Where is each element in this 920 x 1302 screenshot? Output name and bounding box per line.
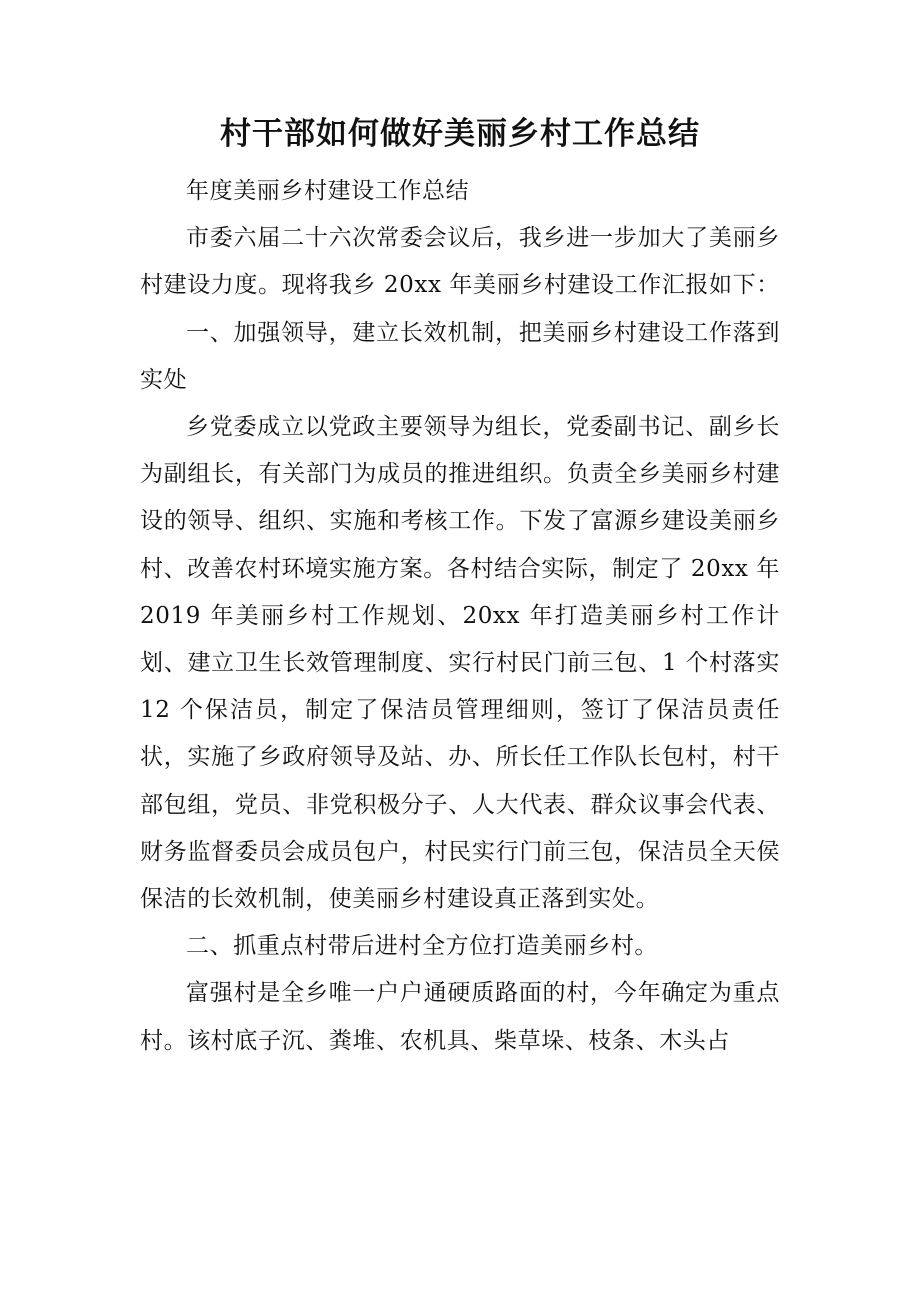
document-body bbox=[140, 168, 780, 1065]
section-heading-1: 一、加强领导，建立长效机制，把美丽乡村建设工作落到实处 bbox=[140, 319, 780, 393]
paragraph-intro: 市委六届二十六次常委会议后，我乡进一步加大了美丽乡村建设力度。现将我乡 20xx 年美丽乡村建设工作汇报如下： bbox=[140, 225, 780, 299]
paragraph-section-1: 乡党委成立以党政主要领导为组长，党委副书记、副乡长为副组长，有关部门为成员的推进组织。负责全乡美丽乡村建设的领导、组织、实施和考核工作。下发了富源乡建设美丽乡村、改善农村环境实施方案。各村结合实际，制定了 20xx 年 2019 年美丽乡村工作规划、20xx 年打造美丽乡村工作计划、建立卫生长效管理制度、实行村民门前三包、1 个村落实 12 个保洁员，制定了保洁员管理细则，签订了保洁员责任状，实施了乡政府领导及站、办、所长任工作队长包村，村干部包组，党员、非党积极分子、人大代表、群众议事会代表、财务监督委员会成员包户，村民实行门前三包，保洁员全天侯保洁的长效机制，使美丽乡村建设真正落到实处。 bbox=[140, 414, 780, 913]
paragraph-section-2: 富强村是全乡唯一户户通硬质路面的村，今年确定为重点村。该村底子沉、粪堆、农机具、柴草垛、枝条、木头占 bbox=[140, 980, 780, 1054]
paragraph-subtitle: 年度美丽乡村建设工作总结 bbox=[186, 178, 470, 204]
document-title: 村干部如何做好美丽乡村工作总结 bbox=[220, 116, 700, 152]
section-heading-2: 二、抓重点村带后进村全方位打造美丽乡村。 bbox=[186, 933, 658, 960]
